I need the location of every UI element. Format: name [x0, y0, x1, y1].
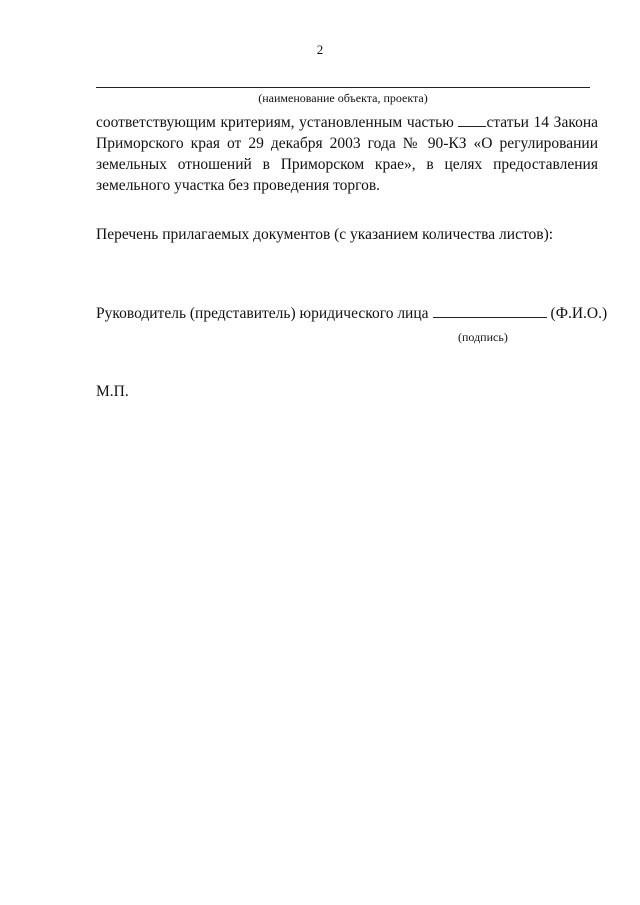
criteria-paragraph — [96, 112, 598, 196]
paragraph-part-1: соответствующим критериям, установленным частью — [96, 114, 459, 131]
seal-place-label: М.П. — [96, 383, 129, 400]
signature-row — [96, 303, 608, 323]
paragraph-part-2: статьи 14 Закона Приморского края от 29 декабря 2003 года № 90-КЗ «О регулировании земельных отношений в Приморском крае», в целях предоставления земельного участка без проведения торгов. — [96, 114, 598, 194]
article-part-blank — [458, 112, 486, 127]
object-name-line — [96, 87, 590, 88]
signature-caption: (подпись) — [458, 330, 508, 344]
page-number: 2 — [316, 42, 324, 57]
object-name-caption: (наименование объекта, проекта) — [258, 91, 428, 105]
fio-label: (Ф.И.О.) — [550, 305, 608, 322]
attached-documents-heading: Перечень прилагаемых документов (с указанием количества листов): — [96, 226, 554, 243]
signatory-label: Руководитель (представитель) юридического лица — [96, 305, 429, 322]
signature-blank — [433, 303, 547, 318]
